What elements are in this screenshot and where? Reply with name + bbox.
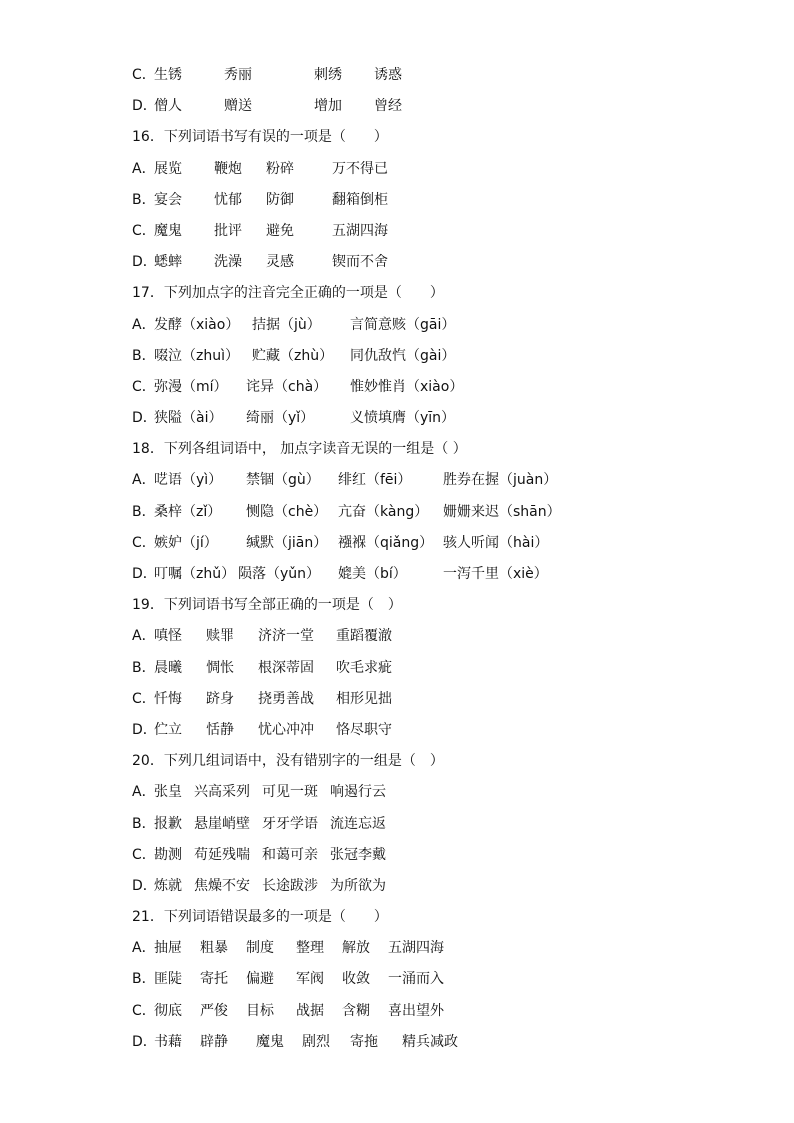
option-word: 绯红（fēi） (338, 472, 412, 489)
question-line (132, 434, 752, 465)
option-word: 目标 (246, 1002, 274, 1019)
option-word: 呓语（yì） (154, 472, 223, 489)
option-word: 严俊 (200, 1002, 228, 1019)
option-word: 刺绣 (314, 67, 342, 83)
option-label: A． (132, 940, 156, 957)
option-word: 苟延残喘 (194, 846, 250, 863)
option-word: 媲美（bí） (338, 566, 407, 582)
option-word: 收敛 (342, 971, 370, 988)
option-word: 吹毛求疵 (336, 659, 392, 676)
option-word: 焦燥不安 (194, 877, 250, 894)
option-label: B． (132, 659, 156, 676)
option-label: D． (132, 98, 157, 115)
option-word: 喜出望外 (388, 1002, 444, 1019)
option-word: 惆怅 (206, 659, 234, 676)
option-word: 秀丽 (224, 67, 252, 83)
option-label: C． (132, 1002, 156, 1019)
option-word: 同仇敌忾（gài） (350, 347, 456, 364)
option-word: 晨曦 (154, 659, 182, 676)
option-word: 弥漫（mí） (154, 378, 228, 395)
option-word: 五湖四海 (332, 222, 388, 239)
option-word: 兴高采列 (194, 784, 250, 801)
option-line (132, 559, 752, 590)
question-text: 21．下列词语错误最多的一项是（ ） (132, 909, 388, 926)
option-word: 一涌而入 (388, 971, 444, 988)
option-word: 含糊 (342, 1002, 370, 1019)
option-word: 炼就 (154, 877, 182, 894)
option-word: 惟妙惟肖（xiào） (350, 378, 464, 395)
option-word: 绮丽（yǐ） (246, 410, 315, 427)
option-word: 五湖四海 (388, 940, 444, 957)
option-word: 粗暴 (200, 940, 228, 957)
option-line (132, 216, 752, 247)
option-word: 寄托 (200, 971, 228, 988)
option-label: C． (132, 846, 156, 863)
question-text: 20．下列几组词语中，没有错别字的一组是（ ） (132, 753, 444, 770)
option-word: 胜券在握（juàn） (443, 472, 558, 489)
option-word: 战据 (296, 1002, 324, 1019)
option-label: B． (132, 971, 156, 988)
option-line (132, 996, 752, 1027)
question-line (132, 902, 752, 933)
option-word: 精兵减政 (402, 1033, 458, 1050)
option-word: 言简意赅（gāi） (350, 316, 456, 333)
option-word: 彻底 (154, 1002, 182, 1019)
question-text: 19．下列词语书写全部正确的一项是（ ） (132, 597, 402, 614)
option-word: 为所欲为 (330, 877, 386, 894)
option-word: 曾经 (374, 98, 402, 115)
option-word: 恪尽职守 (336, 721, 392, 738)
question-text: 17．下列加点字的注音完全正确的一项是（ ） (132, 285, 444, 302)
question-line (132, 746, 752, 777)
option-word: 济济一堂 (258, 628, 314, 645)
option-word: 义愤填膺（yīn） (350, 410, 456, 427)
option-label: C． (132, 67, 156, 83)
option-line (132, 60, 752, 91)
option-word: 万不得已 (332, 160, 388, 177)
option-word: 张皇 (154, 784, 182, 801)
option-label: C． (132, 534, 156, 551)
option-word: 解放 (342, 940, 370, 957)
question-text: 16．下列词语书写有误的一项是（ ） (132, 129, 388, 146)
option-line (132, 185, 752, 216)
option-line (132, 247, 752, 278)
option-label: D． (132, 566, 157, 582)
option-word: 诱惑 (374, 67, 402, 83)
option-word: 鞭炮 (214, 160, 242, 177)
option-word: 跻身 (206, 690, 234, 707)
option-word: 赎罪 (206, 628, 234, 645)
option-word: 勘测 (154, 846, 182, 863)
option-word: 洗澡 (214, 254, 242, 271)
option-word: 重蹈覆澈 (336, 628, 392, 645)
option-label: D． (132, 721, 157, 738)
option-word: 锲而不舍 (332, 254, 388, 271)
option-label: B． (132, 191, 156, 208)
option-line (132, 840, 752, 871)
option-word: 辟静 (200, 1033, 228, 1050)
option-word: 牙牙学语 (262, 815, 318, 832)
option-word: 匪陡 (154, 971, 182, 988)
option-word: 伫立 (154, 721, 182, 738)
option-word: 恬静 (206, 721, 234, 738)
option-line (132, 715, 752, 746)
option-line (132, 809, 752, 840)
option-word: 嗔怪 (154, 628, 182, 645)
option-word: 魔鬼 (256, 1033, 284, 1050)
option-label: D． (132, 410, 157, 427)
option-line (132, 403, 752, 434)
option-line (132, 372, 752, 403)
option-label: C． (132, 222, 156, 239)
option-line (132, 653, 752, 684)
option-line (132, 933, 752, 964)
question-text: 18．下列各组词语中， 加点字读音无误的一组是（ ） (132, 441, 467, 458)
option-word: 悬崖峭壁 (194, 815, 250, 832)
option-line (132, 465, 752, 496)
option-label: A． (132, 784, 156, 801)
option-label: B． (132, 815, 156, 832)
option-word: 根深蒂固 (258, 659, 314, 676)
option-line (132, 871, 752, 902)
question-line (132, 590, 752, 621)
option-word: 报歉 (154, 815, 182, 832)
option-word: 襁褓（qiǎng） (338, 534, 434, 551)
option-word: 剧烈 (302, 1033, 330, 1050)
option-line (132, 91, 752, 122)
option-word: 避免 (266, 222, 294, 239)
option-line (132, 154, 752, 185)
option-label: B． (132, 347, 156, 364)
option-word: 忏悔 (154, 690, 182, 707)
option-word: 诧异（chà） (246, 378, 328, 395)
option-word: 桑梓（zǐ） (154, 503, 222, 520)
option-word: 骇人听闻（hài） (443, 534, 549, 551)
option-word: 陨落（yǔn） (238, 566, 321, 582)
option-word: 宴会 (154, 191, 182, 208)
option-label: B． (132, 503, 156, 520)
question-line (132, 122, 752, 153)
option-line (132, 621, 752, 652)
option-line (132, 341, 752, 372)
option-word: 张冠李戴 (330, 846, 386, 863)
option-word: 长途跋涉 (262, 877, 318, 894)
option-word: 流连忘返 (330, 815, 386, 832)
option-word: 魔鬼 (154, 222, 182, 239)
option-label: A． (132, 160, 156, 177)
option-word: 赠送 (224, 98, 252, 115)
option-word: 蟋蟀 (154, 254, 182, 271)
option-line (132, 310, 752, 341)
option-word: 增加 (314, 98, 342, 115)
option-word: 忧心冲冲 (258, 721, 314, 738)
option-word: 贮藏（zhù） (252, 347, 334, 364)
option-word: 啜泣（zhuì） (154, 347, 239, 364)
option-word: 展览 (154, 160, 182, 177)
option-line (132, 684, 752, 715)
option-word: 偏避 (246, 971, 274, 988)
option-word: 嫉妒（jí） (154, 534, 218, 551)
option-word: 寄拖 (350, 1033, 378, 1050)
option-word: 抽屉 (154, 940, 182, 957)
option-line (132, 964, 752, 995)
option-word: 制度 (246, 940, 274, 957)
question-line (132, 278, 752, 309)
option-word: 可见一斑 (262, 784, 318, 801)
option-word: 忧郁 (214, 191, 242, 208)
option-word: 军阀 (296, 971, 324, 988)
option-line (132, 528, 752, 559)
option-word: 翻箱倒柜 (332, 191, 388, 208)
option-label: A． (132, 472, 156, 489)
option-word: 狭隘（ài） (154, 410, 223, 427)
option-word: 相形见拙 (336, 690, 392, 707)
exam-document (132, 60, 752, 1058)
option-line (132, 1027, 752, 1058)
option-word: 和蔼可亲 (262, 846, 318, 863)
option-word: 亢奋（kàng） (338, 503, 429, 520)
option-label: C． (132, 690, 156, 707)
option-word: 整理 (296, 940, 324, 957)
option-word: 批评 (214, 222, 242, 239)
option-word: 防御 (266, 191, 294, 208)
option-word: 粉碎 (266, 160, 294, 177)
option-word: 禁锢（gù） (246, 472, 320, 489)
option-label: D． (132, 1033, 157, 1050)
option-word: 缄默（jiān） (246, 534, 328, 551)
option-word: 拮据（jù） (252, 316, 321, 333)
option-label: D． (132, 877, 157, 894)
option-label: A． (132, 316, 156, 333)
option-word: 恻隐（chè） (246, 503, 328, 520)
option-word: 叮嘱（zhǔ） (154, 566, 236, 582)
option-label: C． (132, 378, 156, 395)
option-word: 僧人 (154, 98, 182, 115)
option-line (132, 497, 752, 528)
option-word: 灵感 (266, 254, 294, 271)
option-word: 姗姗来迟（shān） (443, 503, 561, 520)
option-word: 发酵（xiào） (154, 316, 240, 333)
option-word: 挠勇善战 (258, 690, 314, 707)
option-word: 书藉 (154, 1033, 182, 1050)
option-label: A． (132, 628, 156, 645)
option-word: 一泻千里（xiè） (443, 566, 548, 582)
option-label: D． (132, 254, 157, 271)
option-word: 响遏行云 (330, 784, 386, 801)
option-word: 生锈 (154, 67, 182, 83)
option-line (132, 777, 752, 808)
